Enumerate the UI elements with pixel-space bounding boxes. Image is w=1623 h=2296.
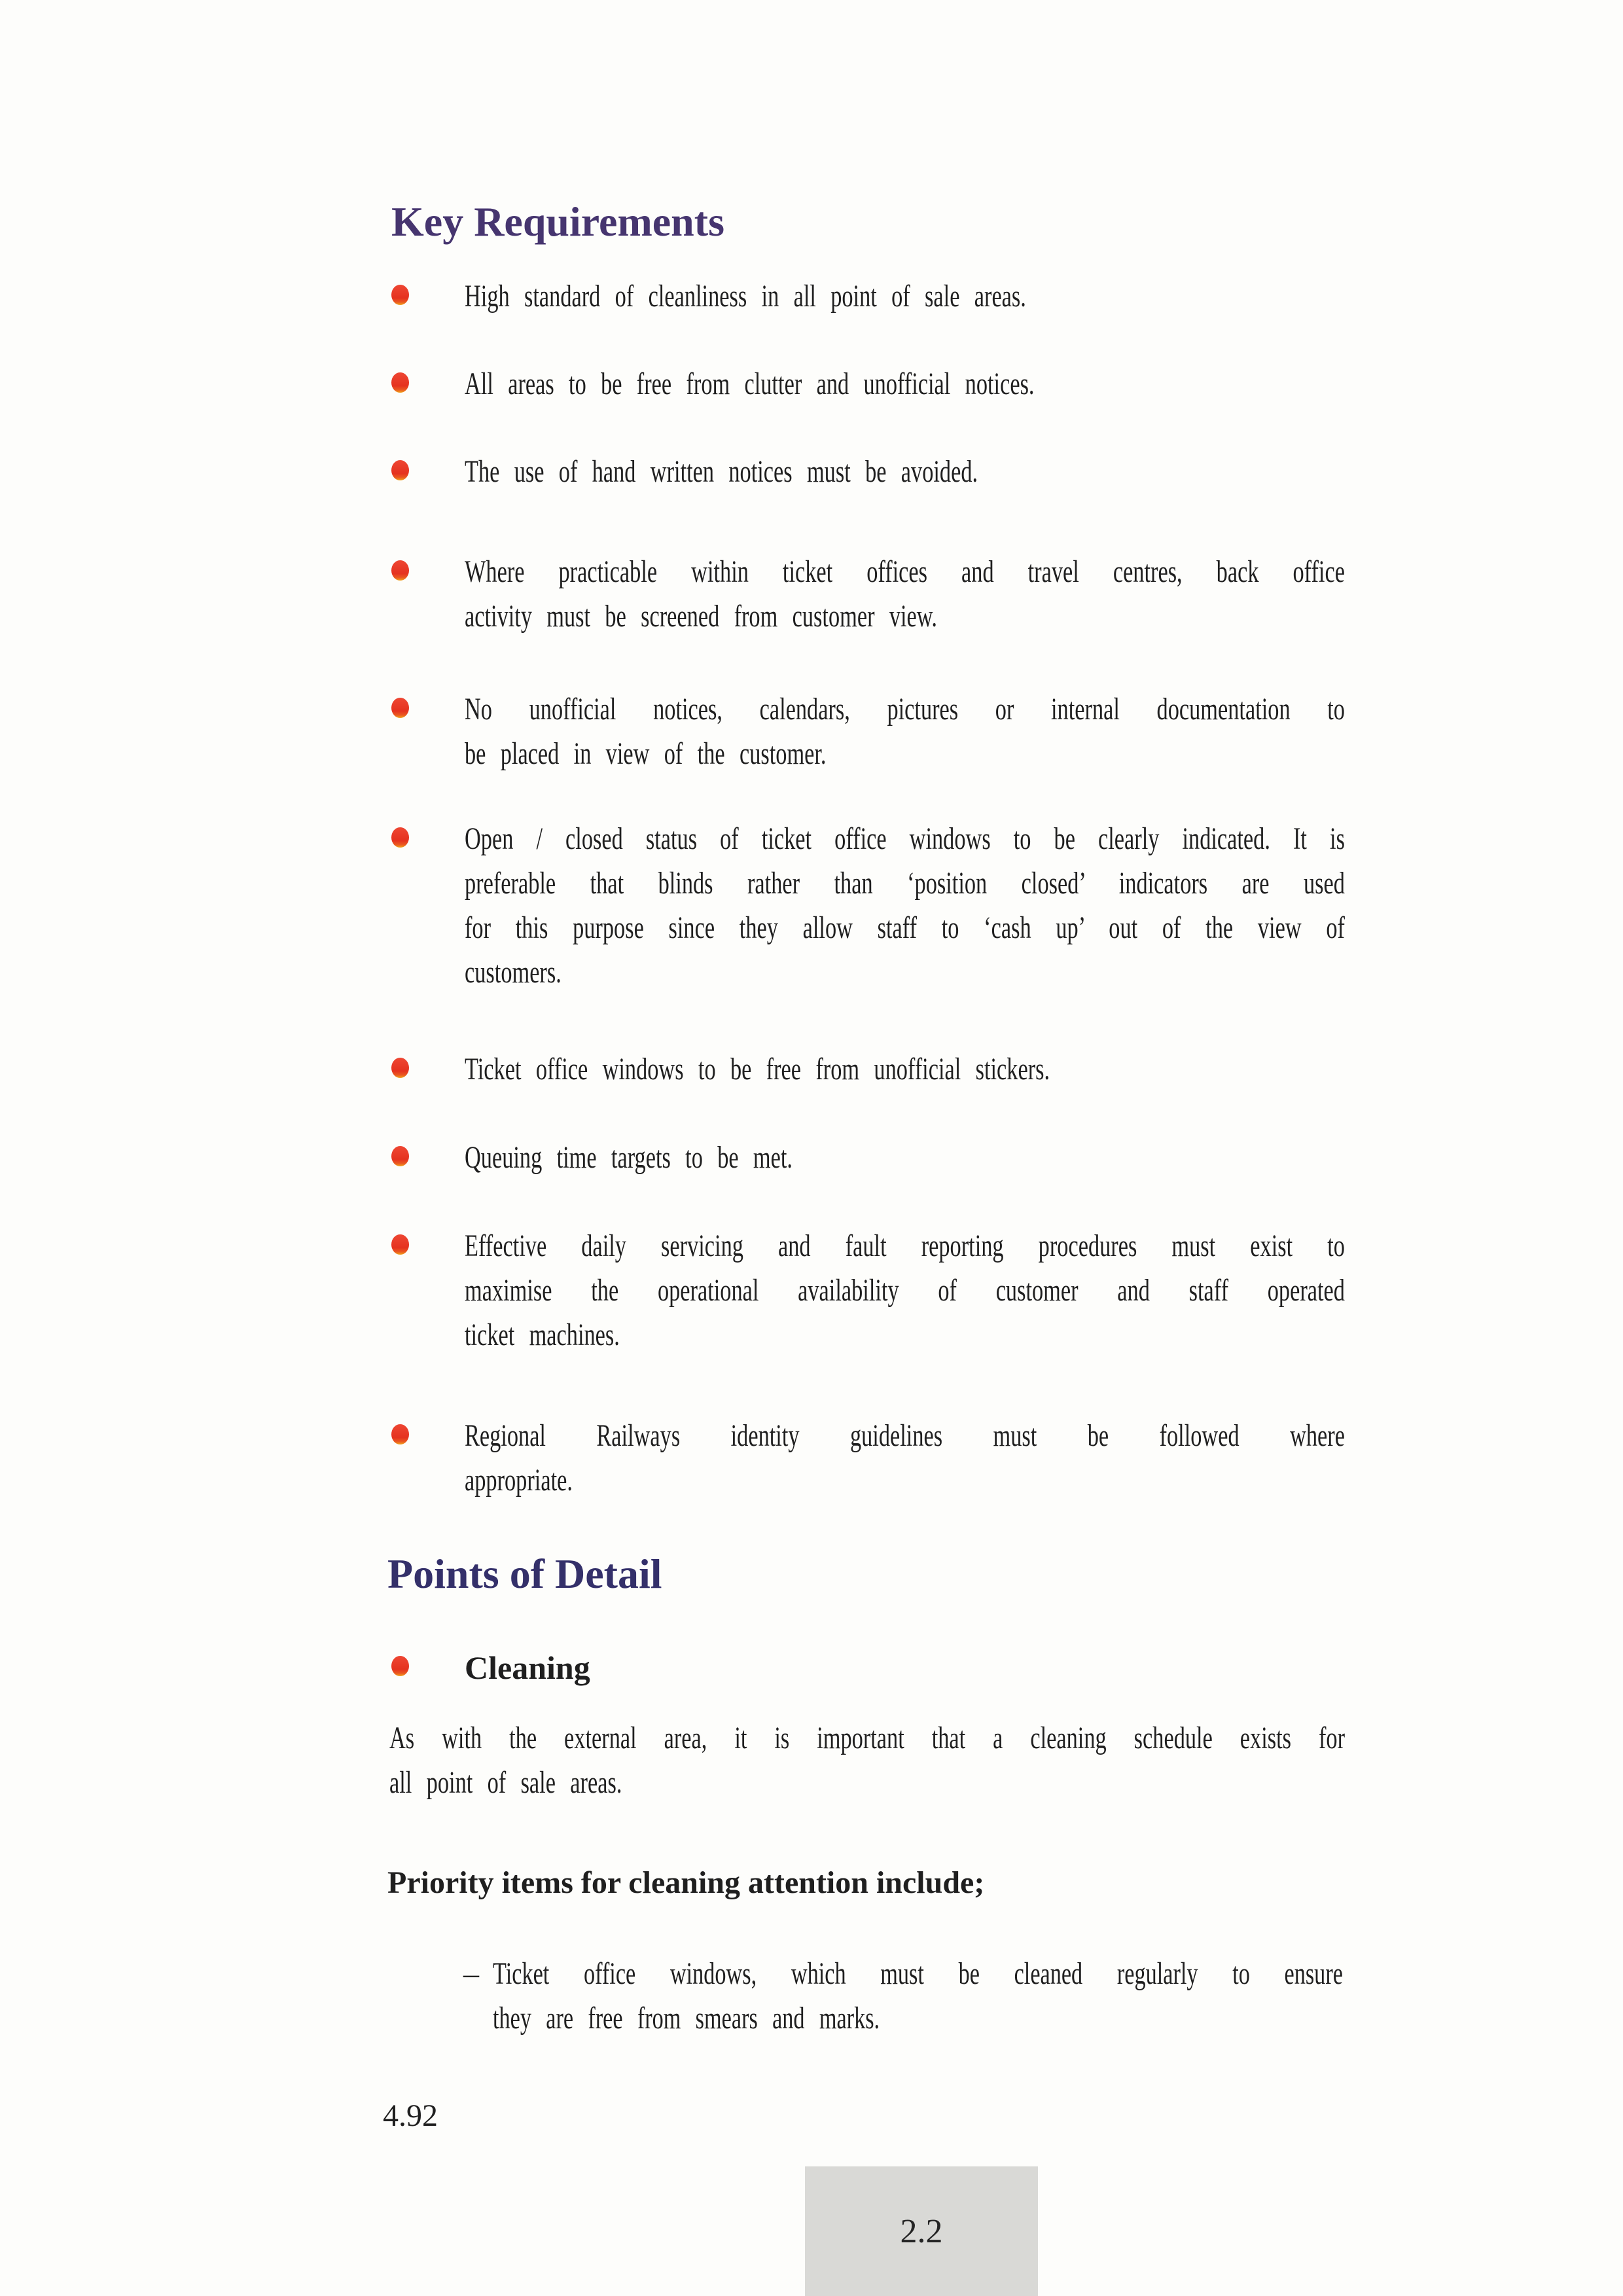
list-item	[391, 450, 1345, 494]
list-item	[391, 817, 1345, 995]
list-item-line: maximise the operational availability of customer and staff operated	[465, 1273, 1345, 1308]
dash-list-item	[463, 1952, 1345, 2041]
points-of-detail-heading: Points of Detail	[387, 1551, 662, 1597]
list-item-line: Open / closed status of ticket office windows to be clearly indicated. It is	[465, 821, 1345, 856]
bullet-icon	[391, 1058, 409, 1078]
list-item-line: for this purpose since they allow staff to ‘cash up’ out of the view of	[465, 910, 1345, 945]
dash-item-line: Ticket office windows, which must be cleaned regularly to ensure	[493, 1956, 1343, 1991]
list-item-line: be placed in view of the customer.	[465, 736, 827, 771]
list-item-line: customers.	[465, 955, 562, 990]
list-item	[391, 687, 1345, 776]
list-item-line: Ticket office windows to be free from unofficial stickers.	[465, 1052, 1050, 1086]
list-item	[391, 1047, 1345, 1092]
bullet-icon	[391, 1424, 409, 1444]
bullet-icon	[391, 285, 409, 305]
paragraph-line: all point of sale areas.	[389, 1765, 622, 1800]
section-tab-number: 2.2	[900, 2212, 943, 2250]
page-number: 4.92	[383, 2098, 438, 2133]
bullet-icon	[391, 698, 409, 718]
list-item-line: No unofficial notices, calendars, pictures or internal documentation to	[465, 692, 1345, 726]
list-item	[391, 362, 1345, 406]
list-item	[391, 1224, 1345, 1357]
bullet-icon	[391, 372, 409, 393]
list-item-line: Regional Railways identity guidelines must be followed where	[465, 1418, 1345, 1453]
list-item	[391, 1414, 1345, 1503]
dash-item-line: they are free from smears and marks.	[493, 2001, 880, 2036]
section-tab	[805, 2166, 1038, 2296]
list-item-line: ticket machines.	[465, 1318, 620, 1352]
bullet-icon	[391, 1146, 409, 1166]
bullet-icon	[391, 1656, 409, 1676]
bullet-icon	[391, 460, 409, 480]
cleaning-item	[391, 1645, 1345, 1690]
list-item-line: preferable that blinds rather than ‘position closed’ indicators are used	[465, 866, 1345, 901]
list-item-line: Queuing time targets to be met.	[465, 1140, 793, 1175]
paragraph-line: As with the external area, it is important that a cleaning schedule exists for	[389, 1721, 1346, 1755]
list-item-line: Where practicable within ticket offices and travel centres, back office	[465, 554, 1345, 589]
bullet-icon	[391, 560, 409, 581]
bullet-icon	[391, 1234, 409, 1255]
priority-heading: Priority items for cleaning attention include;	[387, 1865, 985, 1900]
key-requirements-heading: Key Requirements	[391, 198, 724, 245]
list-item	[391, 1136, 1345, 1180]
dash-icon: –	[463, 1956, 479, 1991]
bullet-icon	[391, 827, 409, 848]
cleaning-paragraph	[389, 1716, 1345, 1805]
list-item-line: All areas to be free from clutter and unofficial notices.	[465, 367, 1035, 401]
list-item-line: activity must be screened from customer view.	[465, 599, 937, 634]
list-item-line: High standard of cleanliness in all point of sale areas.	[465, 279, 1026, 314]
list-item	[391, 550, 1345, 639]
list-item-line: Effective daily servicing and fault reporting procedures must exist to	[465, 1229, 1345, 1263]
list-item	[391, 274, 1345, 319]
list-item-line: appropriate.	[465, 1463, 573, 1498]
cleaning-label: Cleaning	[465, 1649, 590, 1686]
list-item-line: The use of hand written notices must be avoided.	[465, 454, 978, 489]
